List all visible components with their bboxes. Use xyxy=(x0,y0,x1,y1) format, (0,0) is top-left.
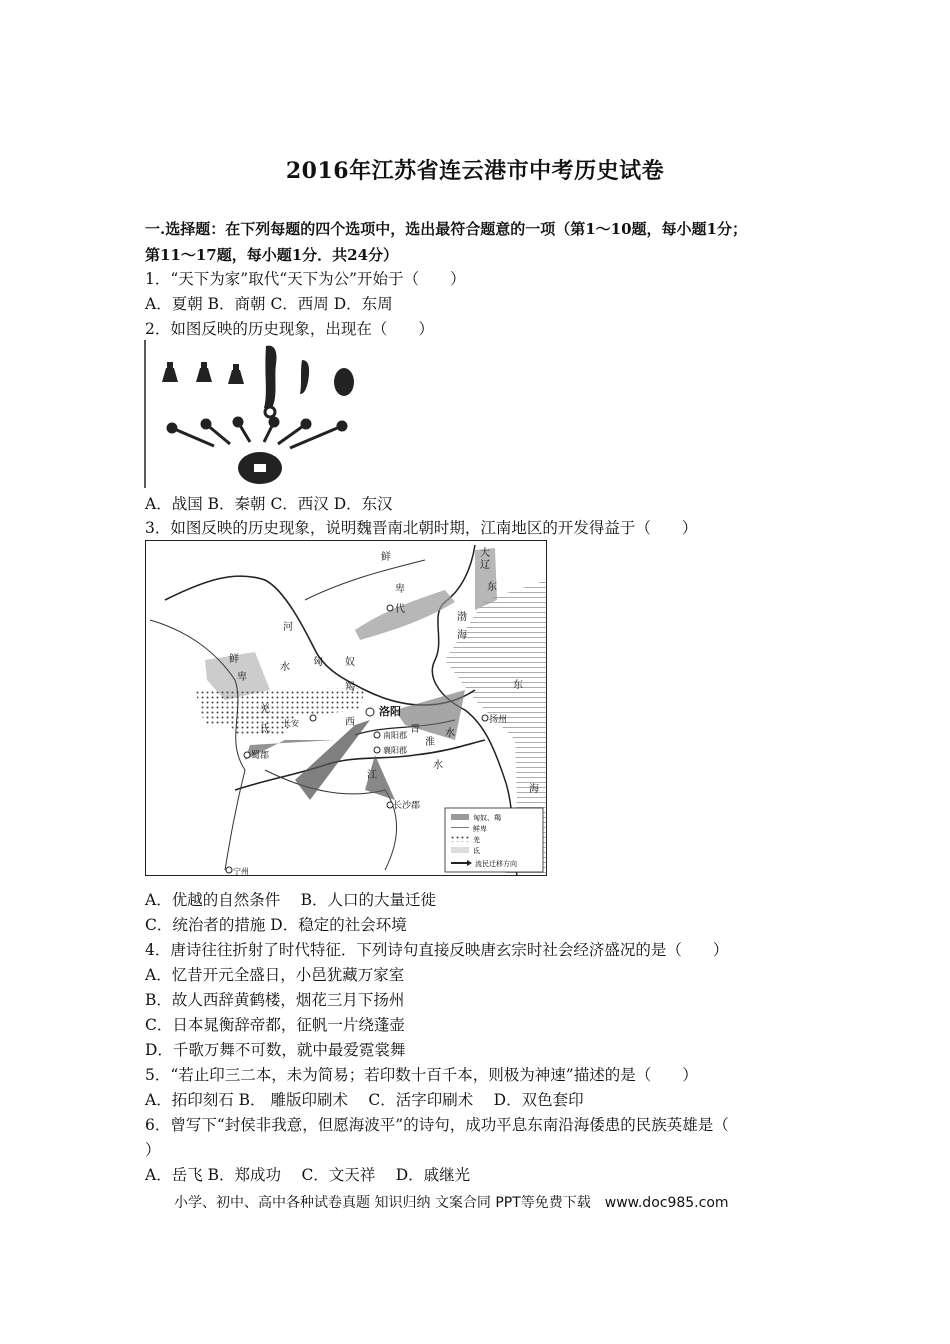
map-label: 宁州 xyxy=(233,867,249,876)
knife-coin-icon xyxy=(300,360,309,394)
map-label: 淮 xyxy=(425,737,435,748)
question-3-options-2: C．统治者的措施 D．稳定的社会环境 xyxy=(145,916,407,934)
map-label: 江 xyxy=(367,770,377,781)
map-label: 东 xyxy=(513,680,523,691)
map-legend xyxy=(445,808,543,872)
question-2: 2．如图反映的历史现象，出现在（ ） xyxy=(145,320,434,338)
map-label: 渤 xyxy=(457,612,467,623)
question-6-line-1: 6．曾写下“封侯非我意，但愿海波平”的诗句，成功平息东南沿海倭患的民族英雄是（ xyxy=(145,1116,729,1134)
spade-coin-icon xyxy=(228,364,244,384)
round-coin-icon xyxy=(334,368,354,396)
question-4: 4．唐诗往往折射了时代特征．下列诗句直接反映唐玄宗时社会经济盛况的是（ ） xyxy=(145,941,729,959)
map-label: 羌 xyxy=(260,704,270,715)
question-6-options: A．岳飞 B．郑成功 C．文天祥 D．戚继光 xyxy=(145,1166,471,1184)
ban-liang-coin-icon xyxy=(238,452,282,484)
map-label: 大 xyxy=(480,548,490,559)
question-4-option-d: D．千歌万舞不可数，就中最爱霓裳舞 xyxy=(145,1041,406,1059)
question-2-options: A．战国 B．秦朝 C．西汉 D．东汉 xyxy=(145,495,393,513)
section-heading-1: 一.选择题：在下列每题的四个选项中，选出最符合题意的一项（第1～10题，每小题1分； xyxy=(145,220,747,238)
map-label: 洛阳 xyxy=(379,705,401,718)
question-5: 5．“若止印三二本，未为简易；若印数十百千本，则极为神速”描述的是（ ） xyxy=(145,1066,698,1084)
map-label: 鲜 xyxy=(229,654,239,665)
question-4-option-b: B．故人西辞黄鹤楼，烟花三月下扬州 xyxy=(145,991,405,1009)
legend-label: 氐 xyxy=(473,847,480,855)
question-5-options: A．拓印刻石 B． 雕版印刷术 C．活字印刷术 D．双色套印 xyxy=(145,1091,584,1109)
converging-coins xyxy=(168,418,346,448)
map-label: 水 xyxy=(280,662,290,673)
map-label: 西 xyxy=(345,717,355,728)
spade-coin-icon xyxy=(196,362,212,382)
question-4-option-c: C．日本晁衡辞帝都，征帆一片绕蓬壶 xyxy=(145,1016,405,1034)
map-label: 东 xyxy=(487,582,497,593)
legend-label: 鲜卑 xyxy=(473,825,487,833)
map-label: 水 xyxy=(433,760,443,771)
question-4-option-a: A．忆昔开元全盛日，小邑犹藏万家室 xyxy=(145,966,405,984)
map-label: 水 xyxy=(445,728,455,739)
map-label: 代 xyxy=(395,604,405,615)
question-6-line-2: ） xyxy=(145,1141,161,1159)
map-label: 海 xyxy=(529,784,539,795)
question-1-options: A．夏朝 B．商朝 C．西周 D．东周 xyxy=(145,295,393,313)
knife-coin-icon xyxy=(264,346,277,417)
question-3: 3．如图反映的历史现象，说明魏晋南北朝时期，江南地区的开发得益于（ ） xyxy=(145,519,698,537)
map-label: 辽 xyxy=(480,560,490,571)
map-label: 匈 xyxy=(313,657,323,668)
map-label: 南阳郡 xyxy=(383,731,407,740)
question-1: 1．“天下为家”取代“天下为公”开始于（ ） xyxy=(145,270,466,288)
map-label: 河 xyxy=(283,622,293,633)
migration-map xyxy=(145,540,547,876)
legend-label: 流民迁移方向 xyxy=(475,860,517,868)
map-label: 晋 xyxy=(410,724,420,735)
map-label: 蜀郡 xyxy=(251,751,270,761)
exam-title: 2016年江苏省连云港市中考历史试卷 xyxy=(285,158,665,184)
map-label: 长沙郡 xyxy=(393,801,421,811)
map-label: 氐 xyxy=(260,724,270,735)
coin-figure xyxy=(144,340,354,488)
spade-coin-icon xyxy=(162,362,178,382)
question-3-options-1: A．优越的自然条件 B．人口的大量迁徙 xyxy=(145,891,437,909)
map-label: 扬州 xyxy=(489,715,508,725)
map-label: 长安 xyxy=(283,719,299,728)
legend-label: 匈奴、羯 xyxy=(473,814,501,822)
legend-label: 羌 xyxy=(473,836,480,844)
map-label: 奴 xyxy=(345,657,355,668)
map-label: 襄阳郡 xyxy=(383,746,407,755)
map-label: 卑 xyxy=(395,584,405,595)
footer-text: 小学、初中、高中各种试卷真题 知识归纳 文案合同 PPT等免费下载 www.doc985.com xyxy=(174,1195,729,1211)
map-label: 海 xyxy=(457,630,467,641)
section-heading-2: 第11～17题，每小题1分．共24分） xyxy=(145,246,399,264)
map-label: 卑 xyxy=(237,672,247,683)
map-label: 羯 xyxy=(345,682,355,693)
map-label: 鲜 xyxy=(381,552,391,563)
